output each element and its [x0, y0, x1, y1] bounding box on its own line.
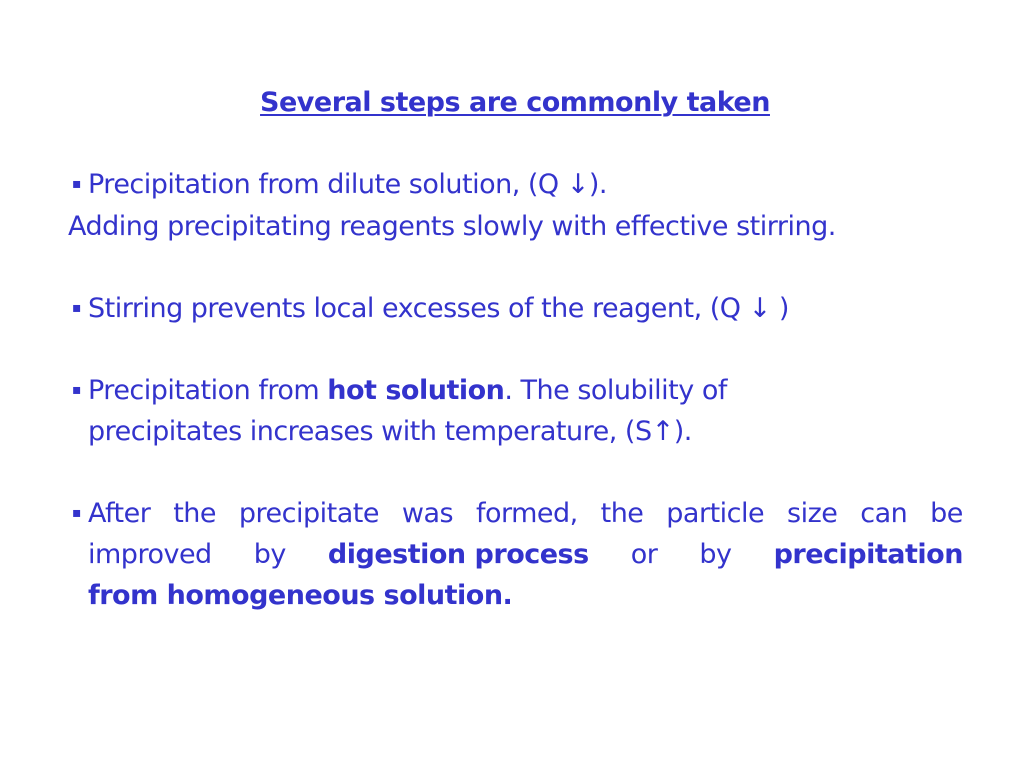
bullet-text — [88, 370, 727, 411]
word: be — [930, 498, 963, 529]
word: precipitate — [238, 498, 379, 529]
text-segment: Precipitation from — [88, 375, 328, 406]
square-bullet-icon: ▪ — [72, 382, 81, 398]
word: After — [88, 498, 151, 529]
emphasis-word: precipitation — [773, 539, 963, 570]
word: by — [699, 539, 732, 570]
bullet-continuation-text: precipitates increases with temperature, (S↑). — [88, 416, 692, 447]
word: improved — [88, 539, 212, 570]
word: formed, — [475, 498, 578, 529]
slide-title: Several steps are commonly taken — [260, 87, 770, 118]
word: the — [173, 498, 217, 529]
word: was — [401, 498, 454, 529]
justified-line-2 — [88, 534, 963, 575]
word: size — [787, 498, 838, 529]
bullet-text: Precipitation from dilute solution, (Q ↓). — [88, 169, 607, 200]
text-segment: . The solubility of — [504, 375, 727, 406]
word: or — [630, 539, 658, 570]
square-bullet-icon: ▪ — [72, 176, 81, 192]
word: particle — [666, 498, 765, 529]
bullet-text: Stirring prevents local excesses of the reagent, (Q ↓ ) — [88, 293, 789, 324]
word: can — [860, 498, 908, 529]
justified-line-1 — [88, 493, 963, 534]
emphasis-homogeneous-solution: from homogeneous solution. — [88, 580, 513, 611]
emphasis-word: digestion process — [327, 539, 589, 570]
square-bullet-icon: ▪ — [72, 300, 81, 316]
square-bullet-icon: ▪ — [72, 505, 81, 521]
word: by — [253, 539, 286, 570]
word: the — [600, 498, 644, 529]
continuation-text: Adding precipitating reagents slowly with effective stirring. — [68, 211, 836, 242]
emphasis-hot-solution: hot solution — [327, 375, 505, 406]
